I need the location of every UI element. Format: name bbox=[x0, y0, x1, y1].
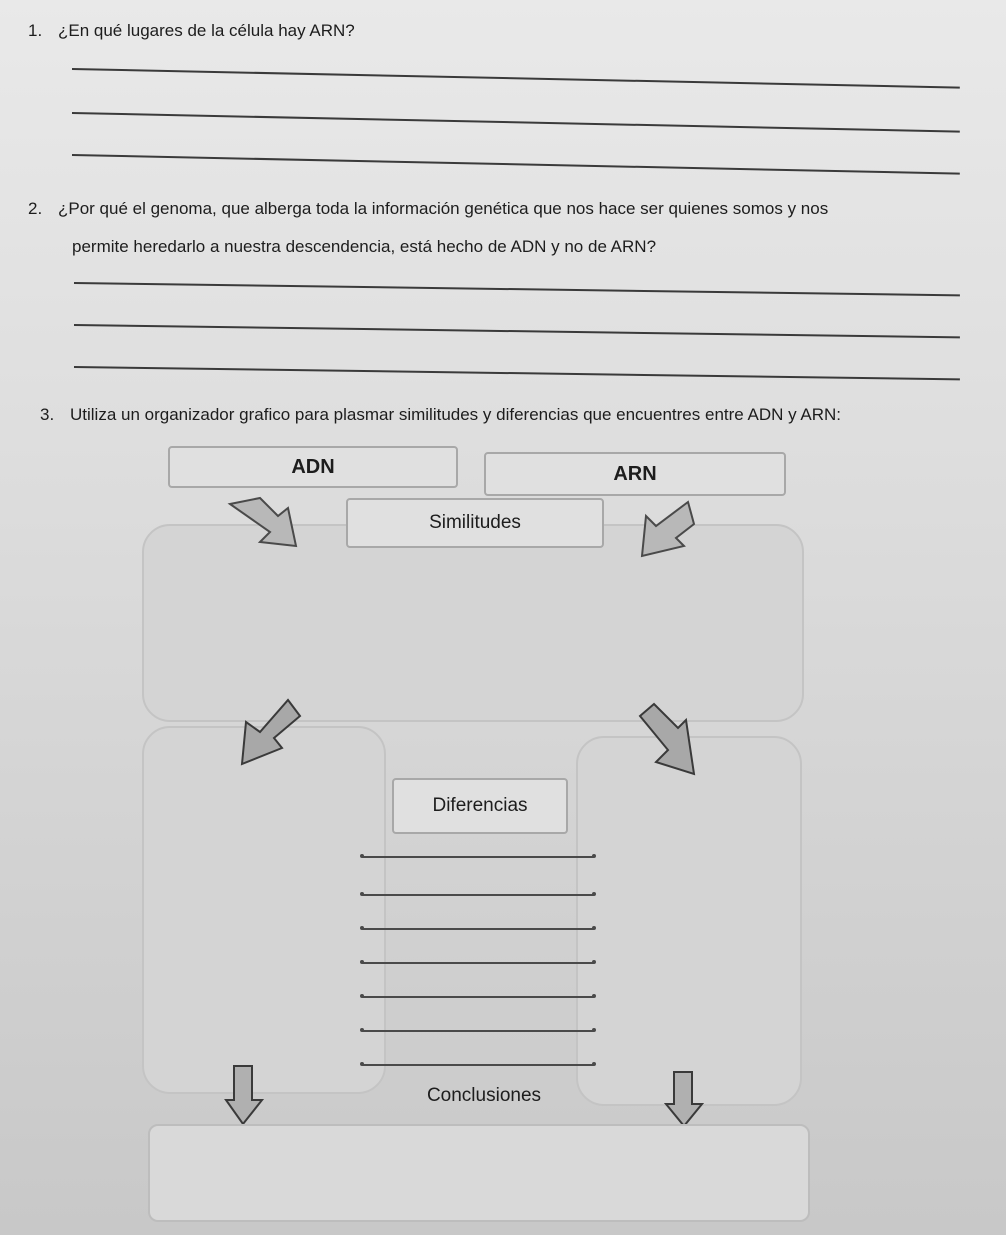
conclusions-box[interactable] bbox=[148, 1124, 810, 1222]
block-arrow-icon bbox=[622, 498, 702, 568]
answer-line[interactable] bbox=[72, 112, 960, 133]
question-number: 3. bbox=[40, 405, 55, 424]
differences-right-box[interactable] bbox=[576, 736, 802, 1106]
answer-line[interactable] bbox=[72, 154, 960, 175]
difference-line[interactable] bbox=[362, 996, 594, 998]
conclusions-label bbox=[404, 1082, 564, 1110]
answer-line[interactable] bbox=[74, 282, 960, 296]
conclusions-label-text: Conclusiones bbox=[426, 1085, 542, 1106]
differences-left-box[interactable] bbox=[142, 726, 386, 1094]
block-arrow-icon bbox=[634, 700, 714, 780]
answer-line[interactable] bbox=[74, 366, 960, 380]
question-text: Utiliza un organizador grafico para plasmar similitudes y diferencias que encuentres entre ADN y ARN: bbox=[70, 405, 842, 424]
question-text-continued: permite heredarlo a nuestra descendencia, está hecho de ADN y no de ARN? bbox=[72, 237, 657, 256]
arn-label bbox=[484, 452, 786, 496]
arn-label-text: ARN bbox=[613, 462, 657, 485]
differences-label-text: Diferencias bbox=[432, 795, 528, 816]
block-arrow-icon bbox=[226, 494, 316, 554]
similarities-label bbox=[346, 498, 604, 548]
question-2-continued bbox=[72, 236, 656, 258]
question-number: 2. bbox=[28, 199, 43, 218]
question-text: ¿Por qué el genoma, que alberga toda la información genética que nos hace ser quienes somos y nos bbox=[58, 199, 829, 218]
difference-line[interactable] bbox=[362, 1064, 594, 1066]
question-3 bbox=[40, 404, 841, 426]
difference-line[interactable] bbox=[362, 962, 594, 964]
question-text: ¿En qué lugares de la célula hay ARN? bbox=[58, 21, 355, 40]
difference-line[interactable] bbox=[362, 894, 594, 896]
difference-line[interactable] bbox=[362, 928, 594, 930]
answer-line[interactable] bbox=[74, 324, 960, 338]
difference-line[interactable] bbox=[362, 1030, 594, 1032]
question-1 bbox=[28, 20, 355, 42]
similarities-label-text: Similitudes bbox=[429, 512, 521, 533]
question-2 bbox=[28, 198, 828, 220]
differences-label bbox=[392, 778, 568, 834]
answer-line[interactable] bbox=[72, 68, 960, 89]
difference-line[interactable] bbox=[362, 856, 594, 858]
adn-label bbox=[168, 446, 458, 488]
adn-label-text: ADN bbox=[291, 455, 335, 478]
question-number: 1. bbox=[28, 21, 43, 40]
block-arrow-icon bbox=[222, 1062, 266, 1128]
block-arrow-icon bbox=[234, 694, 314, 774]
block-arrow-icon bbox=[662, 1068, 706, 1130]
